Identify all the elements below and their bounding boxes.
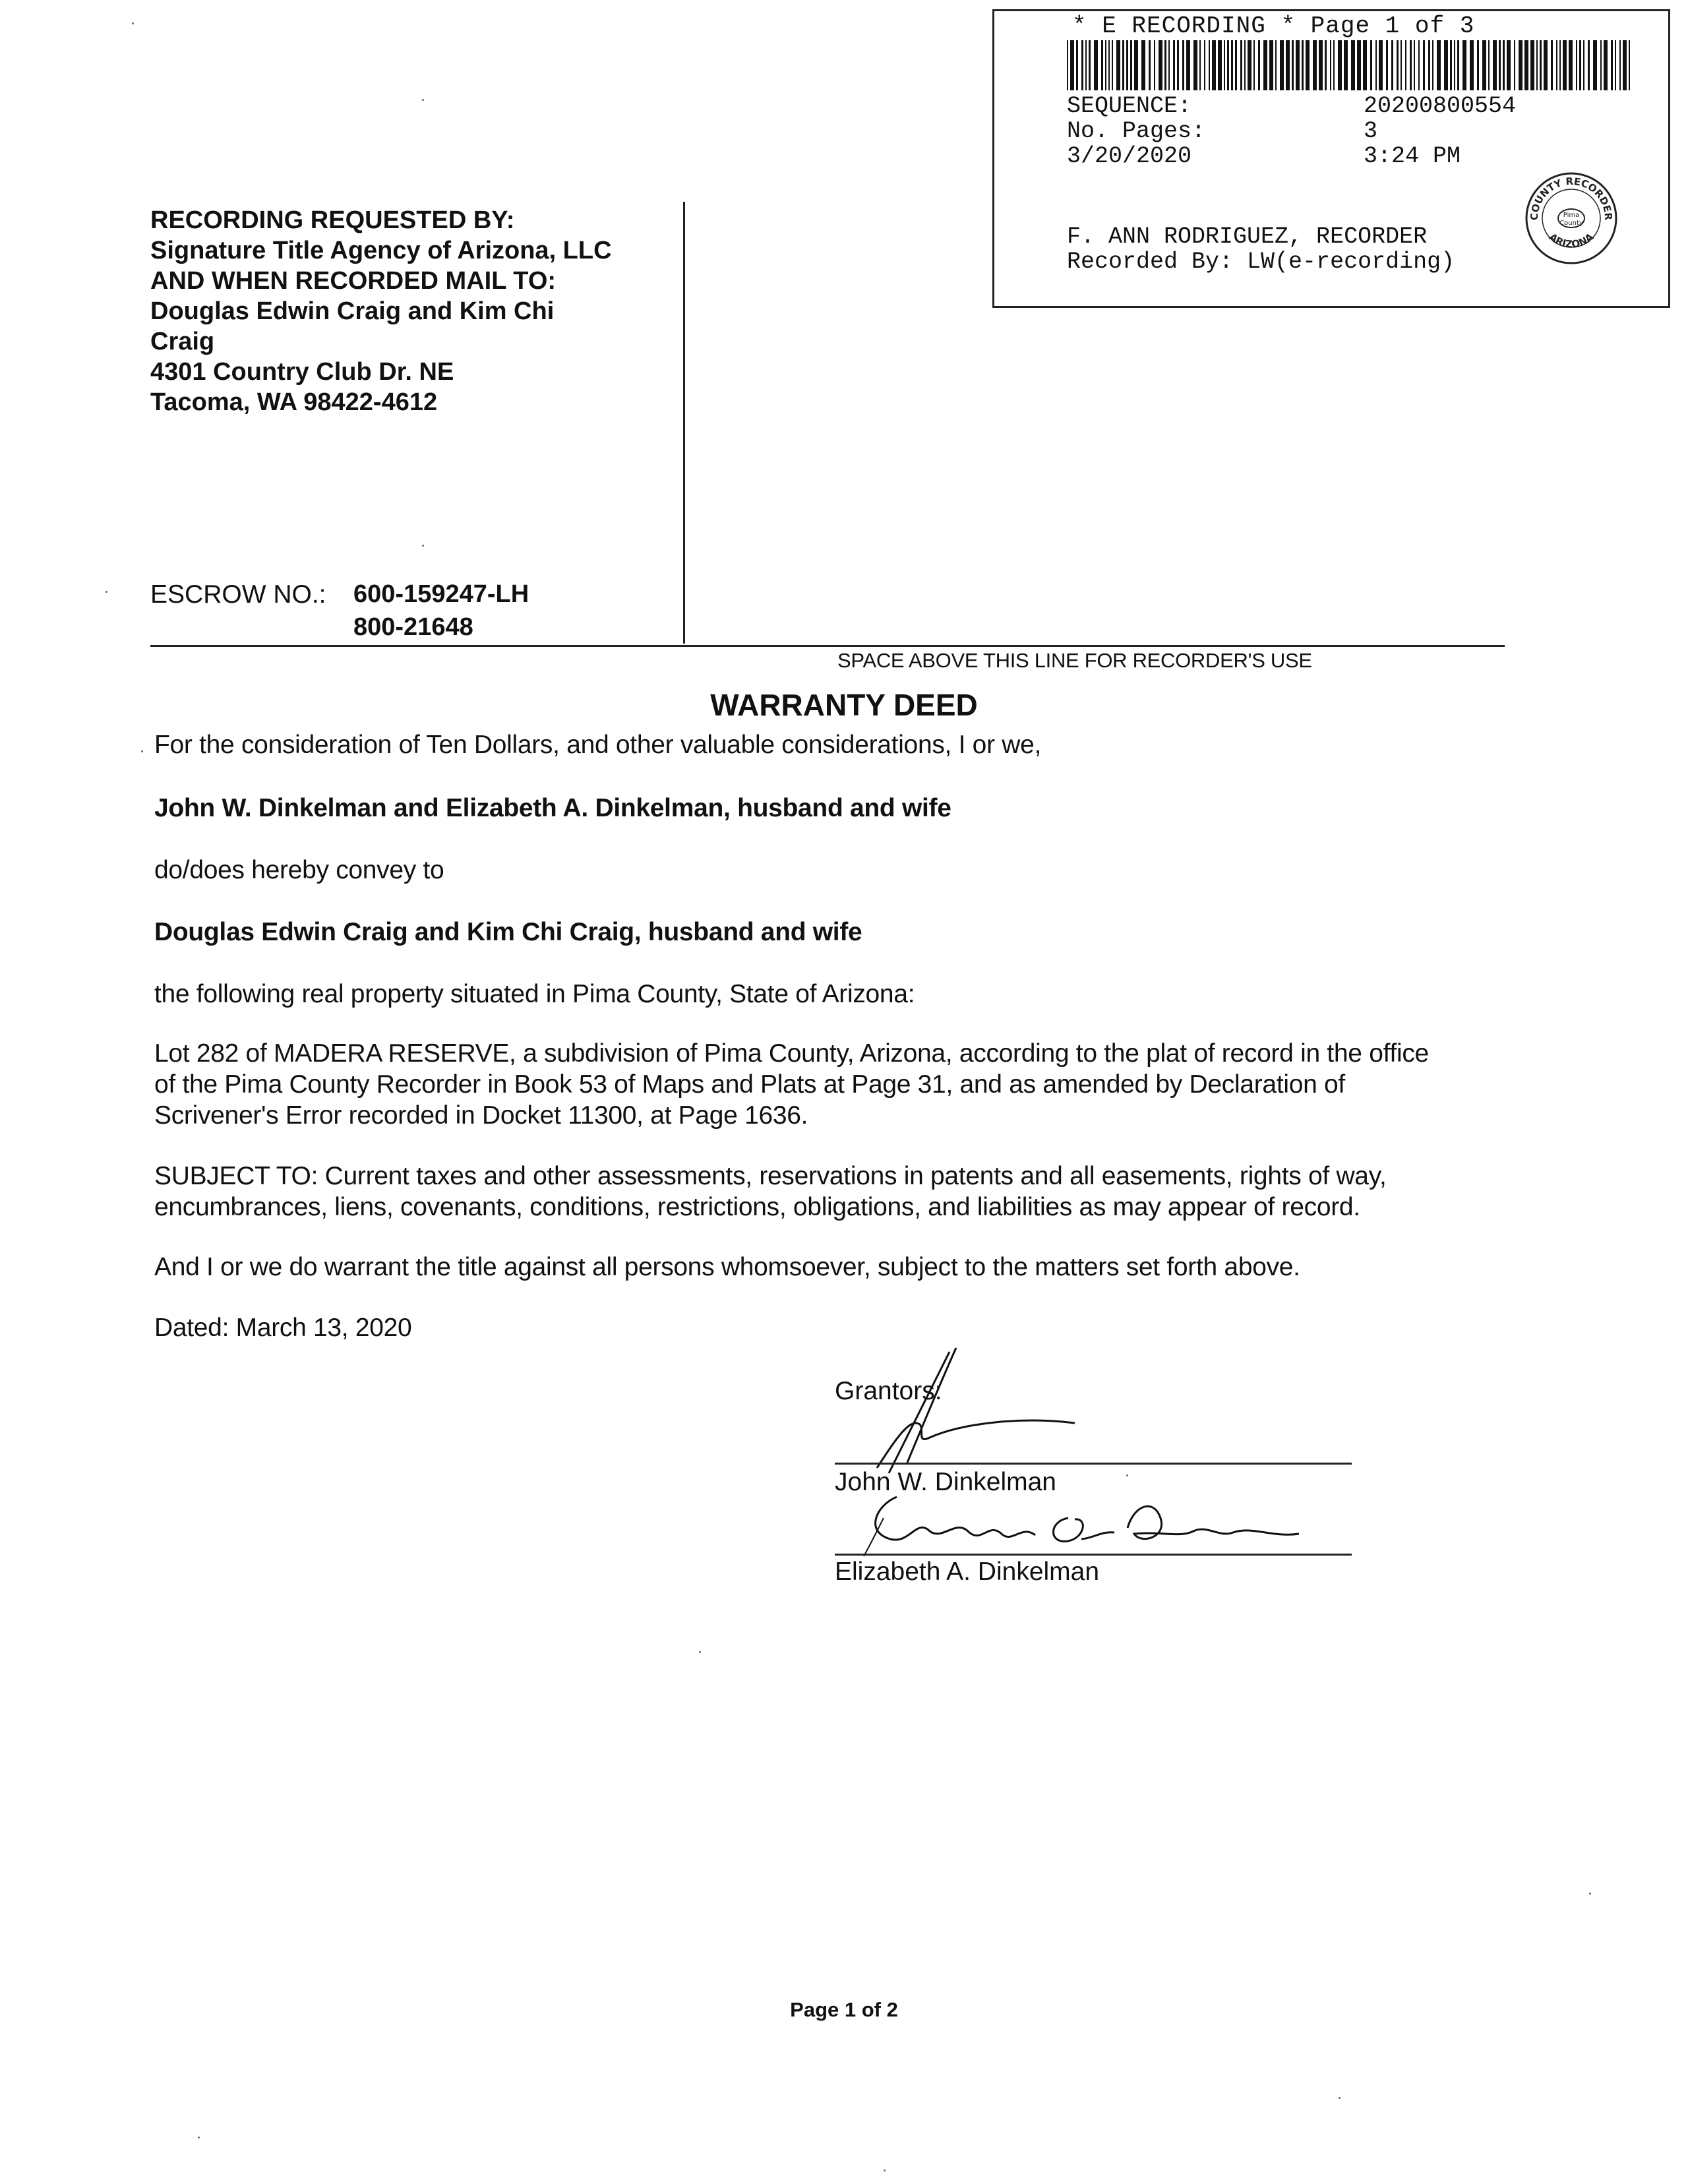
requesting-agency: Signature Title Agency of Arizona, LLC: [150, 237, 612, 264]
mail-to-name-2: Craig: [150, 328, 215, 355]
barcode-bar: [1330, 40, 1331, 90]
barcode-bar: [1563, 40, 1567, 90]
county-recorder-seal-icon: [1523, 170, 1619, 266]
barcode-bar: [1611, 40, 1613, 90]
barcode-bar: [1275, 40, 1277, 90]
signature-elizabeth-icon: [851, 1492, 1312, 1558]
barcode-bar: [1540, 40, 1542, 90]
record-time: 3:24 PM: [1364, 143, 1461, 169]
barcode-bar: [1231, 40, 1233, 90]
barcode-bar: [1514, 40, 1515, 90]
barcode-bar: [1280, 40, 1284, 90]
barcode-bar: [1428, 40, 1430, 90]
property-intro: the following real property situated in Pima County, State of Arizona:: [154, 980, 915, 1008]
barcode-bar: [1286, 40, 1290, 90]
barcode-bar: [1130, 40, 1132, 90]
barcode-bar: [1507, 40, 1511, 90]
sequence-value: 20200800554: [1364, 93, 1517, 119]
barcode-bar: [1081, 40, 1083, 90]
barcode-bar: [1154, 40, 1155, 90]
barcode-bar: [1604, 40, 1608, 90]
grantors-names: John W. Dinkelman and Elizabeth A. Dinkelman, husband and wife: [154, 794, 951, 822]
barcode-bar: [1503, 40, 1505, 90]
barcode-bar: [1551, 40, 1553, 90]
barcode-bar: [1105, 40, 1106, 90]
barcode-bar: [1375, 40, 1377, 90]
barcode-bar: [1444, 40, 1448, 90]
barcode-bar: [1164, 40, 1166, 90]
barcode-bar: [1089, 40, 1091, 90]
mail-to-name-1: Douglas Edwin Craig and Kim Chi: [150, 297, 555, 325]
stamp-header: * E RECORDING * Page 1 of 3: [1072, 13, 1475, 40]
barcode-bar: [1457, 40, 1459, 90]
barcode-bar: [1338, 40, 1342, 90]
barcode-bar: [1292, 40, 1294, 90]
scan-speck: [422, 545, 424, 547]
barcode-bar: [1351, 40, 1355, 90]
barcode-bar: [1544, 40, 1548, 90]
barcode-bar: [1141, 40, 1145, 90]
barcode-bar: [1629, 40, 1630, 90]
barcode-bar: [1530, 40, 1534, 90]
barcode-bar: [1418, 40, 1420, 90]
consideration-clause: For the consideration of Ten Dollars, and other valuable considerations, I or we,: [154, 731, 1042, 759]
convey-clause: do/does hereby convey to: [154, 856, 444, 884]
mail-to-city: Tacoma, WA 98422-4612: [150, 388, 438, 416]
barcode-bar: [1182, 40, 1184, 90]
barcode-bar: [1296, 40, 1300, 90]
barcode-bar: [1344, 40, 1348, 90]
scan-speck: [699, 1651, 701, 1653]
svg-text:Pima: Pima: [1563, 212, 1580, 219]
barcode-bar: [1212, 40, 1216, 90]
barcode-bar: [1149, 40, 1151, 90]
escrow-number-2: 800-21648: [353, 613, 473, 641]
barcode-bar: [1116, 40, 1120, 90]
barcode-bar: [1319, 40, 1323, 90]
barcode-bar: [1401, 40, 1402, 90]
barcode-bar: [1067, 40, 1068, 90]
barcode-bar: [1204, 40, 1205, 90]
signer-2-name: Elizabeth A. Dinkelman: [835, 1558, 1100, 1586]
barcode-bar: [1493, 40, 1497, 90]
barcode-bar: [1488, 40, 1490, 90]
page-number: Page 1 of 2: [790, 1998, 898, 2021]
record-date: 3/20/2020: [1067, 143, 1192, 169]
signature-line-1: [835, 1463, 1352, 1465]
subject-to-line: encumbrances, liens, covenants, conditions, restrictions, obligations, and liabilities as may appear of record.: [154, 1193, 1360, 1221]
barcode-bar: [1450, 40, 1452, 90]
barcode-bar: [1193, 40, 1197, 90]
barcode-bar: [1227, 40, 1229, 90]
barcode-bar: [1462, 40, 1466, 90]
barcode-bar: [1248, 40, 1251, 90]
barcode-bar: [1076, 40, 1078, 90]
barcode-bar: [1432, 40, 1433, 90]
barcode-bar: [1325, 40, 1327, 90]
scan-speck: [1126, 1474, 1128, 1476]
barcode-bar: [1177, 40, 1179, 90]
svg-text:ARIZONA: ARIZONA: [1546, 231, 1596, 251]
escrow-label: ESCROW NO.:: [150, 580, 326, 609]
scan-speck: [1339, 2097, 1341, 2099]
barcode-bar: [1269, 40, 1273, 90]
barcode-bar: [1209, 40, 1210, 90]
barcode-bar: [1386, 40, 1388, 90]
subject-to-line: SUBJECT TO: Current taxes and other assessments, reservations in patents and all easements, rights of way,: [154, 1162, 1387, 1190]
barcode-bar: [1559, 40, 1561, 90]
barcode-bar: [1615, 40, 1616, 90]
barcode-bar: [1423, 40, 1425, 90]
barcode-bar: [1306, 40, 1310, 90]
recorder-use-line: [150, 645, 1505, 647]
barcode-bar: [1397, 40, 1399, 90]
sequence-label: SEQUENCE:: [1067, 93, 1192, 119]
barcode-bar: [1623, 40, 1627, 90]
barcode-bar: [1253, 40, 1255, 90]
barcode-bar: [1519, 40, 1522, 90]
space-above-note: SPACE ABOVE THIS LINE FOR RECORDER'S USE: [837, 649, 1312, 672]
signature-line-2: [835, 1554, 1352, 1556]
signature-john-icon: [851, 1345, 1101, 1477]
barcode: [1067, 40, 1633, 90]
barcode-bar: [1363, 40, 1367, 90]
barcode-bar: [1159, 40, 1162, 90]
escrow-number-1: 600-159247-LH: [353, 580, 529, 608]
svg-text:COUNTY RECORDER: COUNTY RECORDER: [1528, 175, 1615, 221]
barcode-bar: [1391, 40, 1393, 90]
document-title: WARRANTY DEED: [710, 688, 978, 722]
barcode-bar: [1240, 40, 1242, 90]
barcode-bar: [1593, 40, 1597, 90]
barcode-bar: [1379, 40, 1383, 90]
barcode-bar: [1186, 40, 1190, 90]
barcode-bar: [1258, 40, 1260, 90]
scan-speck: [422, 99, 424, 101]
barcode-bar: [1070, 40, 1074, 90]
barcode-bar: [1168, 40, 1170, 90]
barcode-bar: [1302, 40, 1304, 90]
barcode-bar: [1499, 40, 1501, 90]
barcode-bar: [1536, 40, 1538, 90]
warranty-clause: And I or we do warrant the title against all persons whomsoever, subject to the matters set forth above.: [154, 1253, 1300, 1281]
header-divider-vertical: [683, 202, 685, 644]
barcode-bar: [1224, 40, 1225, 90]
barcode-bar: [1244, 40, 1246, 90]
barcode-bar: [1085, 40, 1087, 90]
recorded-by: Recorded By: LW(e-recording): [1067, 249, 1455, 275]
scan-speck: [141, 750, 143, 752]
barcode-bar: [1482, 40, 1486, 90]
scan-speck: [198, 2137, 200, 2138]
legal-description-line: Lot 282 of MADERA RESERVE, a subdivision of Pima County, Arizona, according to the plat of record in the office: [154, 1039, 1429, 1068]
barcode-bar: [1122, 40, 1124, 90]
grantors-label: Grantors:: [835, 1377, 942, 1405]
barcode-bar: [1405, 40, 1406, 90]
barcode-bar: [1556, 40, 1557, 90]
grantees-names: Douglas Edwin Craig and Kim Chi Craig, husband and wife: [154, 918, 862, 946]
barcode-bar: [1134, 40, 1138, 90]
mail-to-street: 4301 Country Club Dr. NE: [150, 358, 454, 386]
scan-speck: [106, 591, 107, 593]
mail-to-heading: AND WHEN RECORDED MAIL TO:: [150, 267, 557, 295]
barcode-bar: [1357, 40, 1361, 90]
scan-speck: [1589, 1893, 1591, 1895]
pages-label: No. Pages:: [1067, 118, 1206, 144]
barcode-bar: [1414, 40, 1415, 90]
barcode-bar: [1263, 40, 1267, 90]
barcode-bar: [1094, 40, 1098, 90]
signer-1-name: John W. Dinkelman: [835, 1468, 1056, 1496]
barcode-bar: [1569, 40, 1573, 90]
legal-description-line: Scrivener's Error recorded in Docket 11300, at Page 1636.: [154, 1101, 808, 1130]
barcode-bar: [1235, 40, 1237, 90]
scan-speck: [132, 22, 134, 24]
dated-line: Dated: March 13, 2020: [154, 1314, 412, 1342]
barcode-bar: [1101, 40, 1103, 90]
barcode-bar: [1112, 40, 1113, 90]
barcode-bar: [1126, 40, 1128, 90]
barcode-bar: [1370, 40, 1372, 90]
scan-speck: [884, 2169, 886, 2171]
legal-description-line: of the Pima County Recorder in Book 53 of Maps and Plats at Page 31, and as amended by Declaration of: [154, 1070, 1345, 1099]
barcode-bar: [1437, 40, 1441, 90]
barcode-bar: [1333, 40, 1335, 90]
barcode-bar: [1454, 40, 1455, 90]
barcode-bar: [1410, 40, 1412, 90]
barcode-bar: [1579, 40, 1581, 90]
barcode-bar: [1600, 40, 1602, 90]
barcode-bar: [1477, 40, 1479, 90]
barcode-bar: [1108, 40, 1110, 90]
barcode-bar: [1173, 40, 1175, 90]
barcode-bar: [1199, 40, 1201, 90]
svg-text:County: County: [1559, 220, 1583, 227]
barcode-bar: [1218, 40, 1222, 90]
recording-requested-by: RECORDING REQUESTED BY:: [150, 206, 515, 234]
barcode-bar: [1470, 40, 1474, 90]
pages-value: 3: [1364, 118, 1378, 144]
barcode-bar: [1313, 40, 1317, 90]
barcode-bar: [1524, 40, 1528, 90]
barcode-bar: [1588, 40, 1590, 90]
recorder-name: F. ANN RODRIGUEZ, RECORDER: [1067, 224, 1428, 250]
barcode-bar: [1576, 40, 1577, 90]
barcode-bar: [1583, 40, 1584, 90]
barcode-bar: [1619, 40, 1621, 90]
